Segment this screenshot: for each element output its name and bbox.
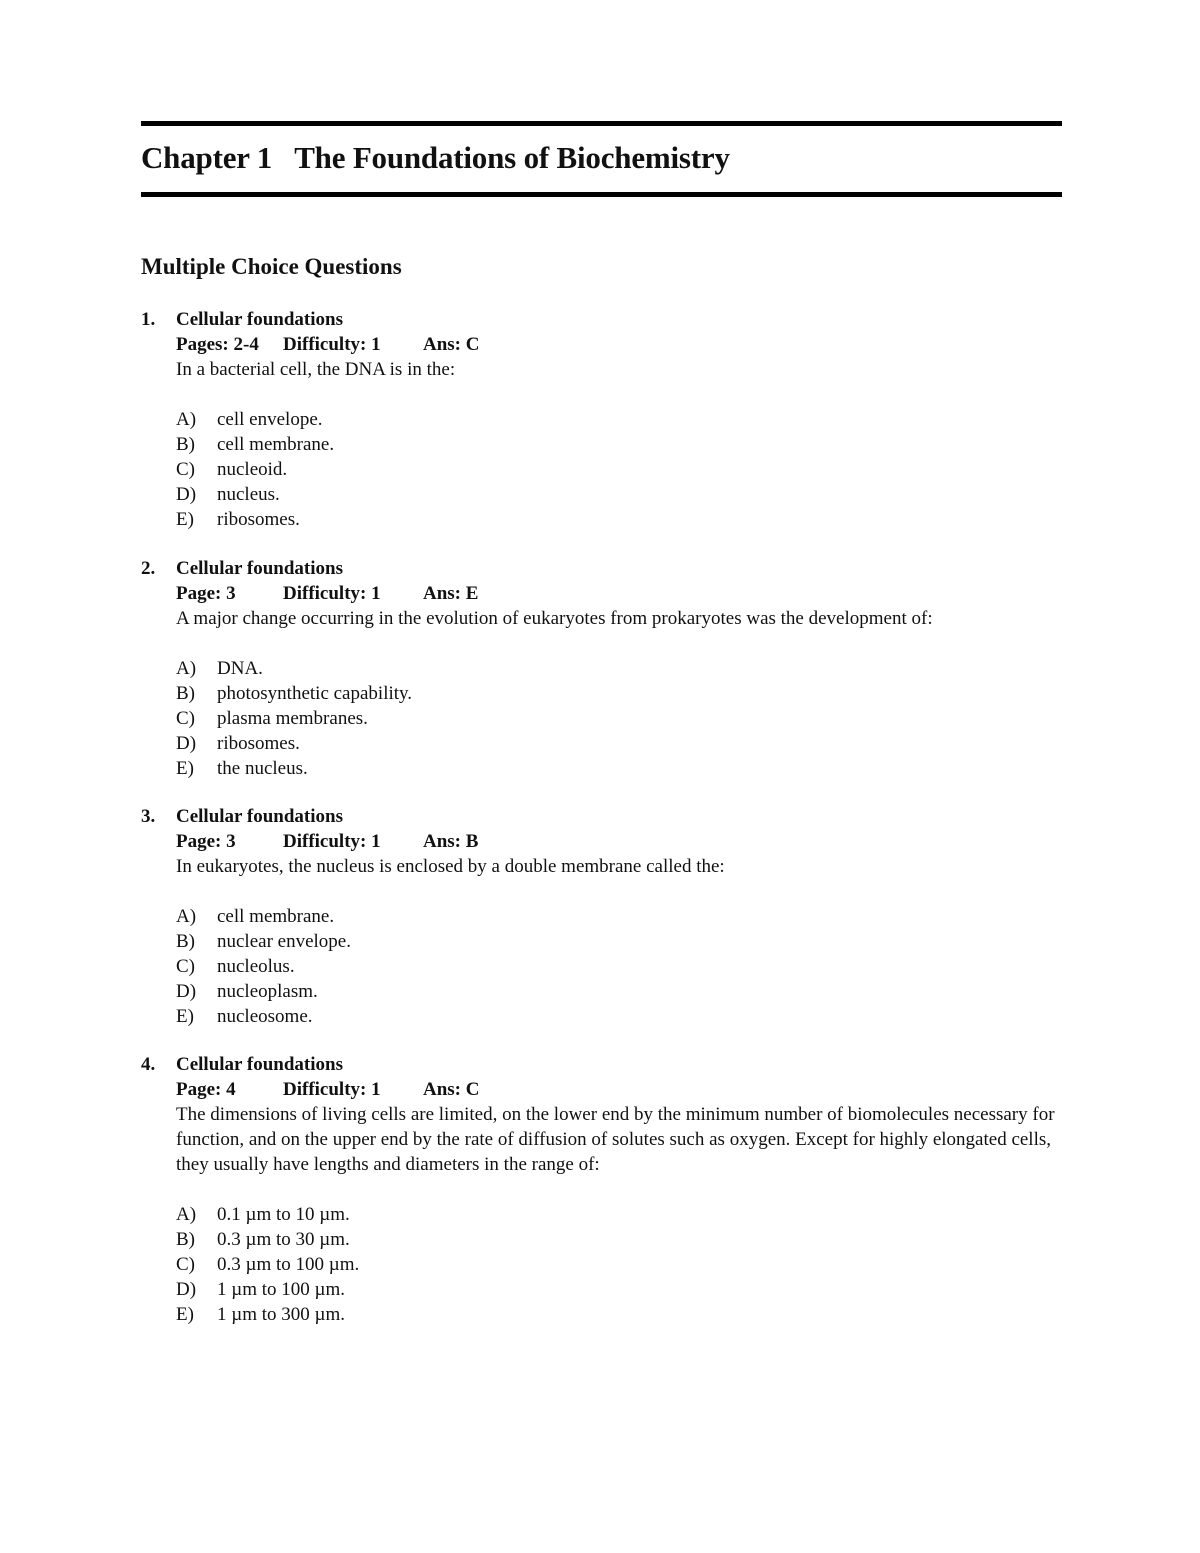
option-letter: E) bbox=[176, 509, 194, 530]
answer-option bbox=[176, 756, 1066, 781]
option-text: 0.3 µm to 100 µm. bbox=[217, 1254, 360, 1275]
answer-option bbox=[176, 432, 1066, 457]
section-heading: Multiple Choice Questions bbox=[141, 254, 402, 279]
option-letter: E) bbox=[176, 1304, 194, 1325]
answer-option bbox=[176, 407, 1066, 432]
question-meta bbox=[176, 1077, 1066, 1102]
question-stem: In a bacterial cell, the DNA is in the: bbox=[176, 359, 456, 380]
question-topic: Cellular foundations bbox=[176, 806, 343, 827]
question-answer: Ans: B bbox=[423, 831, 479, 852]
question-stem: A major change occurring in the evolution of eukaryotes from prokaryotes was the development of: bbox=[176, 608, 933, 629]
option-text: cell membrane. bbox=[217, 906, 335, 927]
option-letter: D) bbox=[176, 484, 197, 505]
option-letter: E) bbox=[176, 1006, 194, 1027]
option-text: nucleolus. bbox=[217, 956, 295, 977]
option-text: nucleus. bbox=[217, 484, 280, 505]
option-text: cell membrane. bbox=[217, 434, 335, 455]
answer-options bbox=[176, 1202, 1066, 1327]
question-difficulty: Difficulty: 1 bbox=[283, 334, 381, 355]
option-letter: E) bbox=[176, 758, 194, 779]
option-letter: A) bbox=[176, 906, 197, 927]
answer-options bbox=[176, 407, 1066, 532]
answer-option bbox=[176, 929, 1066, 954]
question-number: 3. bbox=[141, 806, 156, 827]
option-letter: D) bbox=[176, 981, 197, 1002]
option-text: 1 µm to 300 µm. bbox=[217, 1304, 345, 1325]
option-text: cell envelope. bbox=[217, 409, 323, 430]
question-body bbox=[176, 804, 1066, 1029]
answer-option bbox=[176, 1302, 1066, 1327]
option-letter: C) bbox=[176, 1254, 195, 1275]
option-text: 0.1 µm to 10 µm. bbox=[217, 1204, 350, 1225]
option-text: the nucleus. bbox=[217, 758, 308, 779]
answer-option bbox=[176, 656, 1066, 681]
option-text: ribosomes. bbox=[217, 509, 300, 530]
option-letter: B) bbox=[176, 931, 195, 952]
option-letter: C) bbox=[176, 708, 195, 729]
answer-options bbox=[176, 904, 1066, 1029]
answer-option bbox=[176, 1227, 1066, 1252]
option-letter: A) bbox=[176, 658, 197, 679]
option-text: nucleoid. bbox=[217, 459, 288, 480]
option-text: 0.3 µm to 30 µm. bbox=[217, 1229, 350, 1250]
option-text: plasma membranes. bbox=[217, 708, 368, 729]
question-topic: Cellular foundations bbox=[176, 309, 343, 330]
top-rule bbox=[141, 121, 1062, 126]
answer-option bbox=[176, 681, 1066, 706]
option-text: nuclear envelope. bbox=[217, 931, 351, 952]
question-number: 1. bbox=[141, 309, 156, 330]
chapter-title: Chapter 1 The Foundations of Biochemistry bbox=[141, 140, 730, 175]
question-pages: Page: 3 bbox=[176, 583, 236, 604]
answer-option bbox=[176, 954, 1066, 979]
option-text: ribosomes. bbox=[217, 733, 300, 754]
question-difficulty: Difficulty: 1 bbox=[283, 1079, 381, 1100]
answer-option bbox=[176, 457, 1066, 482]
option-text: nucleoplasm. bbox=[217, 981, 318, 1002]
answer-option bbox=[176, 1004, 1066, 1029]
answer-options bbox=[176, 656, 1066, 781]
option-letter: B) bbox=[176, 683, 195, 704]
option-letter: A) bbox=[176, 1204, 197, 1225]
bottom-rule bbox=[141, 192, 1062, 197]
answer-option bbox=[176, 482, 1066, 507]
answer-option bbox=[176, 507, 1066, 532]
option-letter: C) bbox=[176, 459, 195, 480]
question-answer: Ans: E bbox=[423, 583, 479, 604]
option-letter: A) bbox=[176, 409, 197, 430]
question-body bbox=[176, 307, 1066, 532]
answer-option bbox=[176, 1202, 1066, 1227]
question-pages: Pages: 2-4 bbox=[176, 334, 259, 355]
question-difficulty: Difficulty: 1 bbox=[283, 583, 381, 604]
question-answer: Ans: C bbox=[423, 334, 480, 355]
question-topic: Cellular foundations bbox=[176, 1054, 343, 1075]
option-letter: D) bbox=[176, 1279, 197, 1300]
question-meta bbox=[176, 332, 1066, 357]
question-pages: Page: 3 bbox=[176, 831, 236, 852]
option-text: DNA. bbox=[217, 658, 263, 679]
question-body bbox=[176, 1052, 1066, 1327]
option-letter: D) bbox=[176, 733, 197, 754]
question-stem: The dimensions of living cells are limited, on the lower end by the minimum number of biomolecules necessary for function, and on the upper end by the rate of diffusion of solutes such as oxygen. Except for highly elongated cells, they usually have lengths and diameters in the range of: bbox=[176, 1104, 1055, 1175]
question-topic: Cellular foundations bbox=[176, 558, 343, 579]
question-answer: Ans: C bbox=[423, 1079, 480, 1100]
answer-option bbox=[176, 731, 1066, 756]
question-meta bbox=[176, 581, 1066, 606]
question-body bbox=[176, 556, 1066, 781]
option-text: photosynthetic capability. bbox=[217, 683, 413, 704]
option-letter: B) bbox=[176, 434, 195, 455]
option-text: 1 µm to 100 µm. bbox=[217, 1279, 345, 1300]
answer-option bbox=[176, 1277, 1066, 1302]
question-difficulty: Difficulty: 1 bbox=[283, 831, 381, 852]
question-number: 4. bbox=[141, 1054, 156, 1075]
question-stem: In eukaryotes, the nucleus is enclosed by a double membrane called the: bbox=[176, 856, 725, 877]
option-text: nucleosome. bbox=[217, 1006, 313, 1027]
question-pages: Page: 4 bbox=[176, 1079, 236, 1100]
option-letter: C) bbox=[176, 956, 195, 977]
answer-option bbox=[176, 904, 1066, 929]
question-number: 2. bbox=[141, 558, 156, 579]
answer-option bbox=[176, 1252, 1066, 1277]
question-meta bbox=[176, 829, 1066, 854]
answer-option bbox=[176, 979, 1066, 1004]
answer-option bbox=[176, 706, 1066, 731]
option-letter: B) bbox=[176, 1229, 195, 1250]
